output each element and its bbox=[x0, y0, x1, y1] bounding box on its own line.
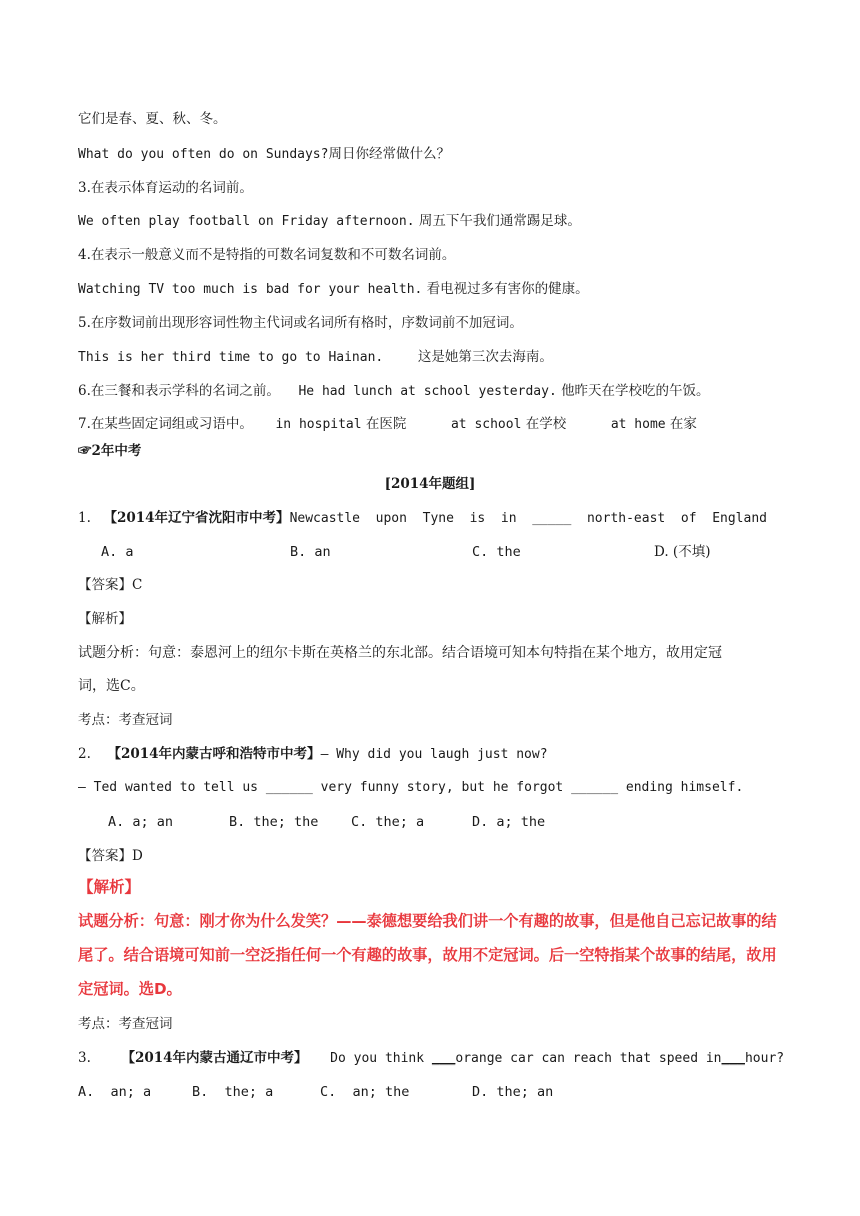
phrase-en: at home bbox=[610, 417, 666, 432]
example-cn: 他昨天在学校吃的午饭。 bbox=[561, 383, 710, 399]
rule-text: 6.在三餐和表示学科的名词之前。 bbox=[78, 383, 280, 399]
example-cn: 看电视过多有害你的健康。 bbox=[426, 281, 589, 297]
phrase-en: at school bbox=[450, 417, 522, 432]
group-title bbox=[0, 475, 860, 493]
rule-heading bbox=[78, 415, 697, 434]
analysis-text bbox=[78, 644, 722, 662]
section-heading bbox=[78, 442, 141, 460]
example-cn: 周五下午我们通常踢足球。 bbox=[418, 213, 581, 229]
section-title: 2年中考 bbox=[91, 443, 142, 459]
rule-heading bbox=[78, 246, 455, 264]
phrase-cn: 在医院 bbox=[365, 416, 407, 432]
question-2-reply bbox=[78, 779, 743, 797]
option-a: A. a bbox=[101, 544, 134, 560]
example-en: We often play football on Friday afternoon. bbox=[78, 214, 415, 229]
option-b: B. the; the bbox=[229, 814, 319, 830]
option-d: D. (不填) bbox=[654, 544, 711, 560]
rule-heading bbox=[78, 179, 253, 197]
example-sentence bbox=[78, 212, 581, 231]
phrase-en: in hospital bbox=[275, 417, 362, 432]
question-text: Do you think bbox=[330, 1051, 432, 1066]
answer bbox=[78, 576, 142, 594]
phrase-cn: 在家 bbox=[669, 416, 697, 432]
analysis-text bbox=[78, 677, 145, 695]
analysis-line: 试题分析：句意：泰恩河上的纽尔卡斯在英格兰的东北部。结合语境可知本句特指在某个地方，故用定冠 bbox=[78, 645, 722, 661]
analysis-line: 尾了。结合语境可知前一空泛指任何一个有趣的故事，故用不定冠词。后一空特指某个故事的结尾，故用 bbox=[78, 946, 777, 964]
analysis-text bbox=[78, 946, 777, 964]
answer bbox=[78, 847, 143, 865]
question-text: — Ted wanted to tell us ______ very funny story, but he forgot ______ ending himself. bbox=[78, 780, 744, 795]
rule-text: 4.在表示一般意义而不是特指的可数名词复数和不可数名词前。 bbox=[78, 247, 456, 263]
analysis-label-text: 【解析】 bbox=[78, 878, 141, 896]
analysis-line: 试题分析：句意：刚才你为什么发笑？——泰德想要给我们讲一个有趣的故事，但是他自己忘记故事的结 bbox=[78, 912, 777, 930]
rule-text: 5.在序数词前出现形容词性物主代词或名词所有格时，序数词前不加冠词。 bbox=[78, 315, 523, 331]
example-sentence bbox=[78, 348, 553, 367]
answer-text: 【答案】D bbox=[78, 848, 143, 864]
blank-2: ___ bbox=[721, 1051, 745, 1066]
example-cn: 周日你经常做什么？ bbox=[328, 146, 450, 162]
analysis-line: 定冠词。选D。 bbox=[78, 980, 182, 998]
option-c: C. an; the bbox=[320, 1084, 410, 1100]
option-b: B. an bbox=[290, 544, 331, 560]
group-title-text: [2014年题组] bbox=[384, 476, 476, 492]
example-sentence bbox=[78, 280, 589, 299]
rule-text: 3.在表示体育运动的名词前。 bbox=[78, 180, 253, 196]
answer-text: 【答案】C bbox=[78, 577, 143, 593]
text-line bbox=[78, 110, 227, 128]
question-number: 3. bbox=[78, 1050, 91, 1066]
analysis-text bbox=[78, 980, 182, 998]
question-source: 【2014年辽宁省沈阳市中考】 bbox=[103, 510, 290, 526]
question-text: Newcastle upon Tyne is in _____ north-east of England bbox=[289, 511, 767, 526]
option-c: C. the; a bbox=[351, 814, 425, 830]
rule-text: 7.在某些固定词组或习语中。 bbox=[78, 416, 253, 432]
question-number: 2. bbox=[78, 746, 91, 762]
example-en: This is her third time to go to Hainan. bbox=[78, 350, 384, 365]
question-text: orange car can reach that speed in bbox=[455, 1051, 722, 1066]
option-a: A. a; an bbox=[108, 814, 174, 830]
example-en: He had lunch at school yesterday. bbox=[298, 384, 557, 399]
test-point bbox=[78, 1015, 173, 1033]
option-b: B. the; a bbox=[192, 1084, 274, 1100]
test-point-text: 考点：考查冠词 bbox=[78, 712, 173, 728]
question-2-stem bbox=[78, 745, 548, 764]
rule-heading bbox=[78, 382, 710, 401]
example-sentence bbox=[78, 145, 450, 164]
blank-1: ___ bbox=[431, 1051, 456, 1066]
test-point bbox=[78, 711, 173, 729]
example-cn: 这是她第三次去海南。 bbox=[417, 349, 553, 365]
question-source: 【2014年内蒙古呼和浩特市中考】 bbox=[107, 746, 321, 762]
pointing-hand-icon: ☞ bbox=[78, 443, 92, 459]
question-number: 1. bbox=[78, 510, 91, 526]
analysis-label bbox=[78, 610, 132, 628]
option-d: D. the; an bbox=[472, 1084, 554, 1100]
analysis-line: 词，选C。 bbox=[78, 678, 145, 694]
example-en: What do you often do on Sundays? bbox=[78, 147, 329, 162]
question-source: 【2014年内蒙古通辽市中考】 bbox=[121, 1050, 308, 1066]
phrase-cn: 在学校 bbox=[525, 416, 567, 432]
rule-heading bbox=[78, 314, 523, 332]
question-text: hour? bbox=[744, 1051, 785, 1066]
option-c: C. the bbox=[472, 544, 521, 560]
analysis-label-text: 【解析】 bbox=[78, 611, 132, 627]
option-d: D. a; the bbox=[472, 814, 546, 830]
example-en: Watching TV too much is bad for your health. bbox=[78, 282, 423, 297]
analysis-text bbox=[78, 912, 777, 930]
option-a: A. an; a bbox=[78, 1084, 152, 1100]
analysis-label bbox=[78, 878, 140, 896]
question-1-stem bbox=[78, 509, 767, 528]
text-line-cn: 它们是春、夏、秋、冬。 bbox=[78, 111, 227, 127]
question-3-stem bbox=[78, 1049, 784, 1068]
question-text: — Why did you laugh just now? bbox=[320, 747, 548, 762]
test-point-text: 考点：考查冠词 bbox=[78, 1016, 173, 1032]
